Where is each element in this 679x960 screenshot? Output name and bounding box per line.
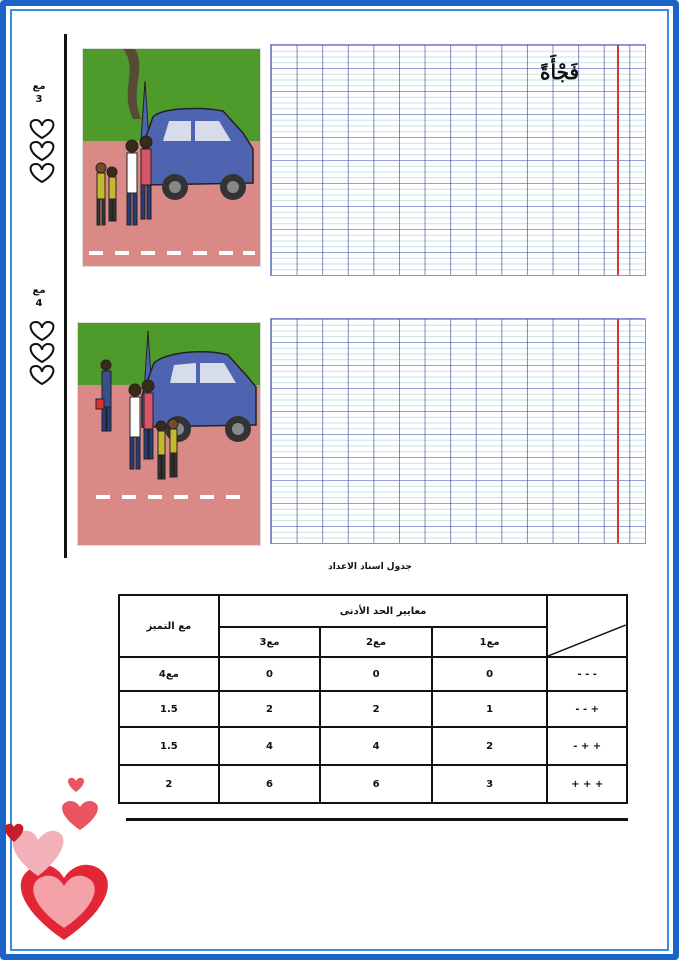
handwriting-grid-2[interactable] [270, 318, 646, 544]
table-row [119, 657, 627, 691]
table-cell: 0 [320, 657, 432, 691]
table-cell: 1.5 [119, 727, 219, 765]
row-symbol: - - - [547, 657, 627, 691]
table-cell: 3 [432, 765, 548, 803]
table-cell: 1 [432, 691, 548, 727]
diagonal-header-cell [547, 595, 627, 657]
heart-decoration-icon [0, 770, 120, 950]
criterion-number: 3 [35, 94, 43, 105]
row-symbol: + + + [547, 765, 627, 803]
bottom-rule [126, 818, 628, 821]
criterion-label-4 [14, 284, 64, 310]
criterion-label-text: مع [32, 285, 46, 296]
table-cell: 6 [320, 765, 432, 803]
grid-red-margin [617, 45, 619, 275]
table-cell: 2 [320, 691, 432, 727]
table-title: جدول اسناد الاعداد [328, 562, 412, 572]
table-cell: 1.5 [119, 691, 219, 727]
column-header: مع1 [432, 627, 548, 657]
model-word: فَجْأَةً [540, 60, 580, 84]
table-row [119, 765, 627, 803]
table-cell: 4 [219, 727, 321, 765]
grading-table [118, 594, 628, 804]
criterion-number: 4 [35, 298, 43, 309]
table-cell: 2 [119, 765, 219, 803]
score-hearts [24, 320, 64, 388]
heart-outline-icon [24, 118, 60, 186]
min-criteria-header: معايير الحد الأدنى [219, 595, 548, 627]
heart-outline-icon [24, 320, 60, 388]
margin-divider [64, 34, 67, 558]
table-cell: 2 [432, 727, 548, 765]
excellence-header: مع التميز [119, 595, 219, 657]
table-cell: 0 [219, 657, 321, 691]
table-cell: 4 [320, 727, 432, 765]
heart-decoration [0, 770, 120, 950]
score-hearts [24, 118, 64, 186]
table-cell: 6 [219, 765, 321, 803]
car-accident-image-1 [82, 48, 261, 267]
row-symbol: + + - [547, 727, 627, 765]
table-row [119, 727, 627, 765]
table-cell: 2 [219, 691, 321, 727]
grid-red-margin [617, 319, 619, 543]
car-accident-image-2 [77, 322, 261, 546]
column-header: مع3 [219, 627, 321, 657]
row-symbol: + - - [547, 691, 627, 727]
handwriting-grid-1[interactable] [270, 44, 646, 276]
table-row [119, 691, 627, 727]
column-header: مع2 [320, 627, 432, 657]
car-illustration [83, 49, 260, 266]
table-cell: 0 [432, 657, 548, 691]
criterion-label-text: مع [32, 81, 46, 92]
table-cell: مع4 [119, 657, 219, 691]
criterion-label-3 [14, 80, 64, 106]
diagonal-line [548, 596, 626, 656]
car-illustration [78, 323, 260, 545]
